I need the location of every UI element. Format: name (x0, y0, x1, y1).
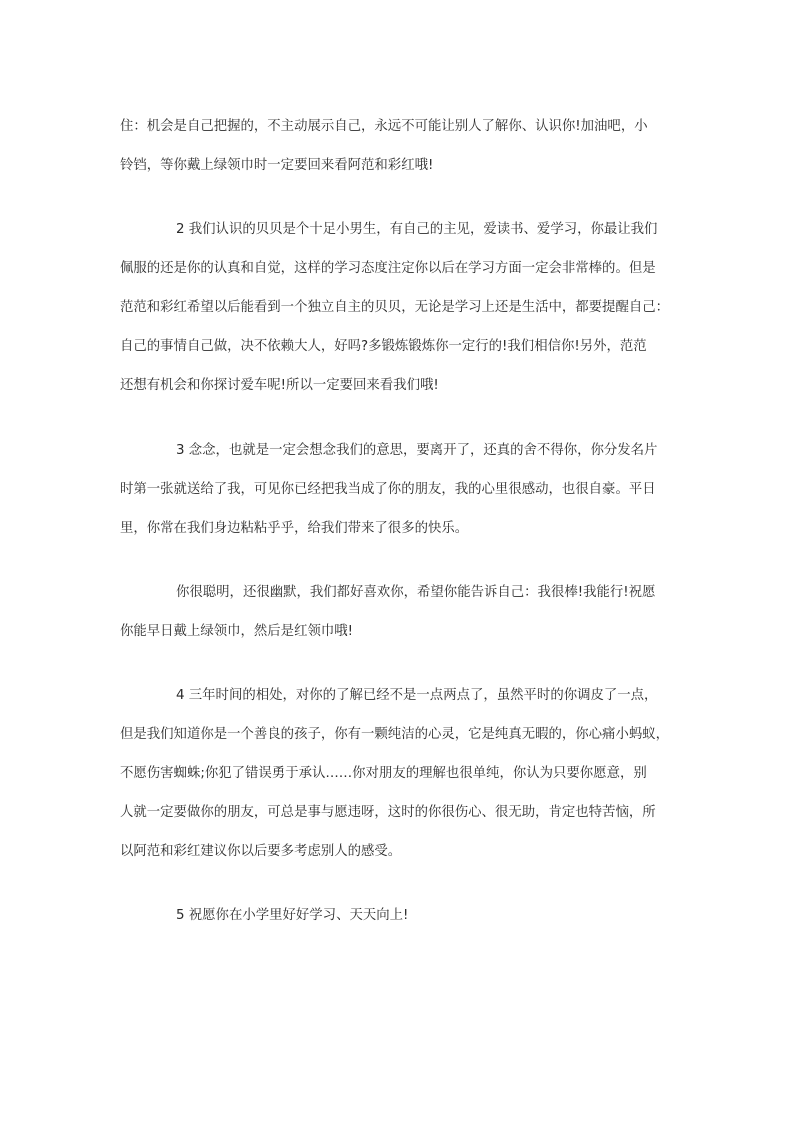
paragraph-2-line-2: 佩服的还是你的认真和自觉，这样的学习态度注定你以后在学习方面一定会非常棒的。但是 (120, 261, 656, 276)
paragraph-2-line-5: 还想有机会和你探讨爱车呢!所以一定要回来看我们哦! (120, 378, 439, 393)
paragraph-2-line-1: 2 我们认识的贝贝是个十足小男生，有自己的主见，爱读书、爱学习，你最让我们 (176, 222, 658, 237)
paragraph-5-line-3: 不愿伤害蜘蛛;你犯了错误勇于承认……你对朋友的理解也很单纯，你认为只要你愿意，别 (120, 766, 647, 781)
paragraph-1-line-2: 铃铛，等你戴上绿领巾时一定要回来看阿范和彩红哦! (120, 158, 434, 173)
paragraph-4-line-2: 你能早日戴上绿领巾，然后是红领巾哦! (120, 624, 354, 639)
paragraph-4-line-1: 你很聪明，还很幽默，我们都好喜欢你，希望你能告诉自己：我很棒!我能行!祝愿 (176, 585, 656, 600)
paragraph-5-line-2: 但是我们知道你是一个善良的孩子，你有一颗纯洁的心灵，它是纯真无暇的，你心痛小蚂蚁， (120, 727, 670, 742)
paragraph-3-line-1: 3 念念，也就是一定会想念我们的意思，要离开了，还真的舍不得你，你分发名片 (176, 443, 658, 458)
paragraph-3-line-2: 时第一张就送给了我，可见你已经把我当成了你的朋友，我的心里很感动，也很自豪。平日 (120, 482, 656, 497)
paragraph-2-line-4: 自己的事情自己做，决不依赖大人，好吗?多锻炼锻炼你一定行的!我们相信你!另外，范范 (120, 339, 647, 354)
paragraph-6-line-1: 5 祝愿你在小学里好好学习、天天向上! (176, 908, 409, 923)
paragraph-3-line-3: 里，你常在我们身边粘粘乎乎，给我们带来了很多的快乐。 (120, 521, 469, 536)
paragraph-5-line-1: 4 三年时间的相处，对你的了解已经不是一点两点了，虽然平时的你调皮了一点， (176, 688, 658, 703)
paragraph-5-line-4: 人就一定要做你的朋友，可总是事与愿违呀，这时的你很伤心、很无助，肯定也特苦恼，所 (120, 805, 656, 820)
paragraph-5-line-5: 以阿范和彩红建议你以后要多考虑别人的感受。 (120, 844, 402, 859)
paragraph-1-line-1: 住：机会是自己把握的，不主动展示自己，永远不可能让别人了解你、认识你!加油吧，小 (120, 119, 648, 134)
paragraph-2-line-3: 范范和彩红希望以后能看到一个独立自主的贝贝，无论是学习上还是生活中，都要提醒自己： (120, 300, 670, 315)
